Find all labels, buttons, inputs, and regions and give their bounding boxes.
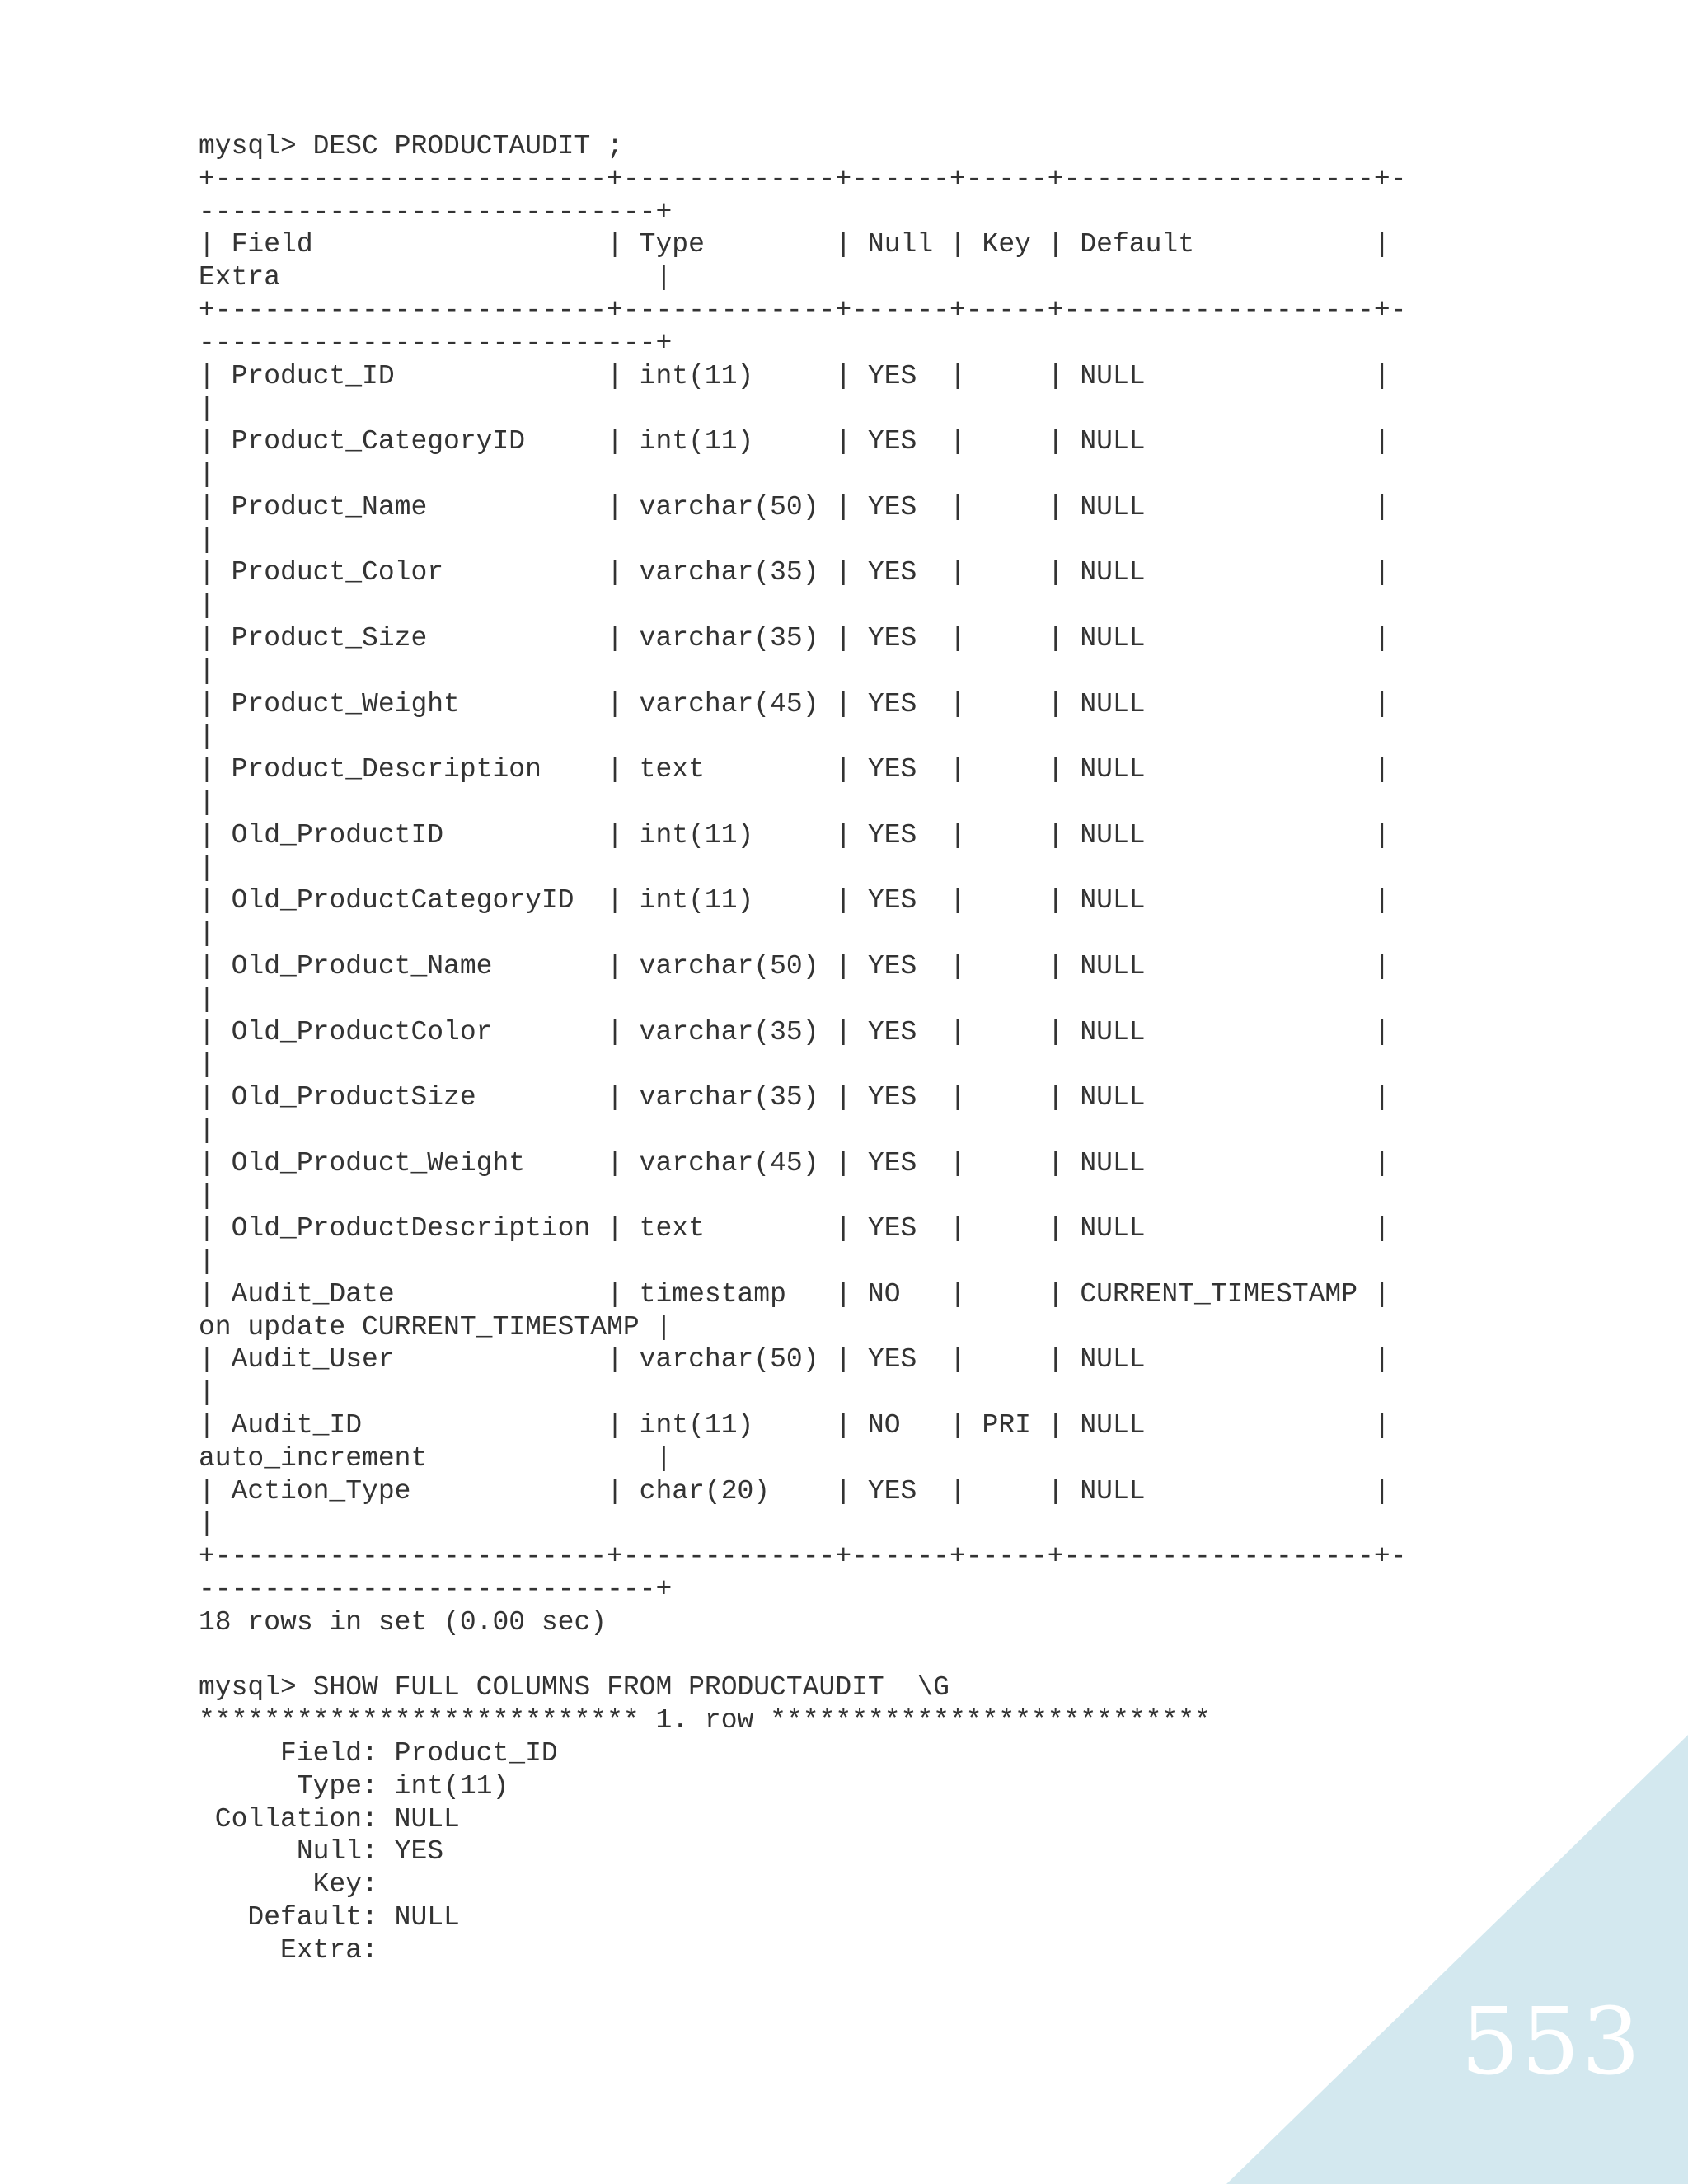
console-line: | — [199, 1377, 215, 1408]
console-line: | — [199, 721, 215, 752]
console-line: | Field | Type | Null | Key | Default | — [199, 229, 1390, 260]
console-line: | — [199, 1180, 215, 1212]
console-line: | Audit_ID | int(11) | NO | PRI | NULL | — [199, 1410, 1390, 1441]
console-line: Extra: — [199, 1934, 378, 1966]
console-line: | Old_Product_Name | varchar(50) | YES | | NULL | — [199, 950, 1390, 982]
console-line: | Action_Type | char(20) | YES | | NULL | — [199, 1475, 1390, 1507]
console-line: | Old_ProductColor | varchar(35) | YES | | NULL | — [199, 1016, 1390, 1047]
console-line: | — [199, 1049, 215, 1080]
console-line: mysql> DESC PRODUCTAUDIT ; — [199, 131, 623, 162]
console-line: | — [199, 458, 215, 490]
console-line: | — [199, 590, 215, 621]
console-line: | — [199, 852, 215, 883]
console-line: | — [199, 918, 215, 949]
console-line: +------------------------+-------------+------+-----+-------------------+- — [199, 163, 1407, 194]
console-line: | Old_ProductSize | varchar(35) | YES | | NULL | — [199, 1082, 1390, 1113]
console-line: | — [199, 1114, 215, 1146]
console-line: | — [199, 983, 215, 1015]
mysql-console-output — [199, 130, 1406, 1967]
console-line: | Old_ProductID | int(11) | YES | | NULL | — [199, 819, 1390, 851]
console-line: ----------------------------+ — [199, 327, 673, 359]
console-line — [199, 1639, 1406, 1672]
console-line: | Product_Weight | varchar(45) | YES | | NULL | — [199, 688, 1390, 719]
console-line: Key: — [199, 1869, 378, 1900]
console-line: Type: int(11) — [199, 1770, 509, 1802]
console-line: Default: NULL — [199, 1902, 460, 1933]
console-line: Field: Product_ID — [199, 1738, 558, 1769]
console-line: | Audit_User | varchar(50) | YES | | NULL | — [199, 1344, 1390, 1376]
console-line: | Old_Product_Weight | varchar(45) | YES | | NULL | — [199, 1147, 1390, 1179]
console-line: | Old_ProductDescription | text | YES | | NULL | — [199, 1213, 1390, 1244]
console-line: | Product_ID | int(11) | YES | | NULL | — [199, 360, 1390, 391]
console-line: Extra | — [199, 262, 673, 293]
console-line: | — [199, 1246, 215, 1277]
console-line: +------------------------+-------------+------+-----+-------------------+- — [199, 294, 1407, 326]
console-line: | — [199, 393, 215, 424]
console-line: | Product_CategoryID | int(11) | YES | | NULL | — [199, 426, 1390, 457]
console-line: on update CURRENT_TIMESTAMP | — [199, 1311, 673, 1343]
console-line: | Product_Description | text | YES | | NULL | — [199, 754, 1390, 785]
console-line: Null: YES — [199, 1836, 444, 1868]
console-line: | — [199, 1508, 215, 1540]
console-line: | Product_Color | varchar(35) | YES | | NULL | — [199, 557, 1390, 588]
console-line: +------------------------+-------------+------+-----+-------------------+- — [199, 1541, 1407, 1572]
console-line: *************************** 1. row *************************** — [199, 1705, 1211, 1736]
page-number: 553 — [1461, 1989, 1642, 2096]
console-line: ----------------------------+ — [199, 1574, 673, 1605]
console-line: | Product_Size | varchar(35) | YES | | NULL | — [199, 622, 1390, 654]
console-line: auto_increment | — [199, 1442, 673, 1474]
console-line: | Old_ProductCategoryID | int(11) | YES | | NULL | — [199, 885, 1390, 916]
console-line: mysql> SHOW FULL COLUMNS FROM PRODUCTAUDIT \G — [199, 1672, 950, 1704]
console-line: Collation: NULL — [199, 1803, 460, 1835]
console-line: | — [199, 524, 215, 555]
console-line: | Audit_Date | timestamp | NO | | CURRENT_TIMESTAMP | — [199, 1278, 1390, 1310]
console-line: | Product_Name | varchar(50) | YES | | NULL | — [199, 491, 1390, 523]
console-line: | — [199, 655, 215, 687]
console-line: ----------------------------+ — [199, 196, 673, 227]
console-line: | — [199, 786, 215, 818]
console-line: 18 rows in set (0.00 sec) — [199, 1606, 607, 1638]
